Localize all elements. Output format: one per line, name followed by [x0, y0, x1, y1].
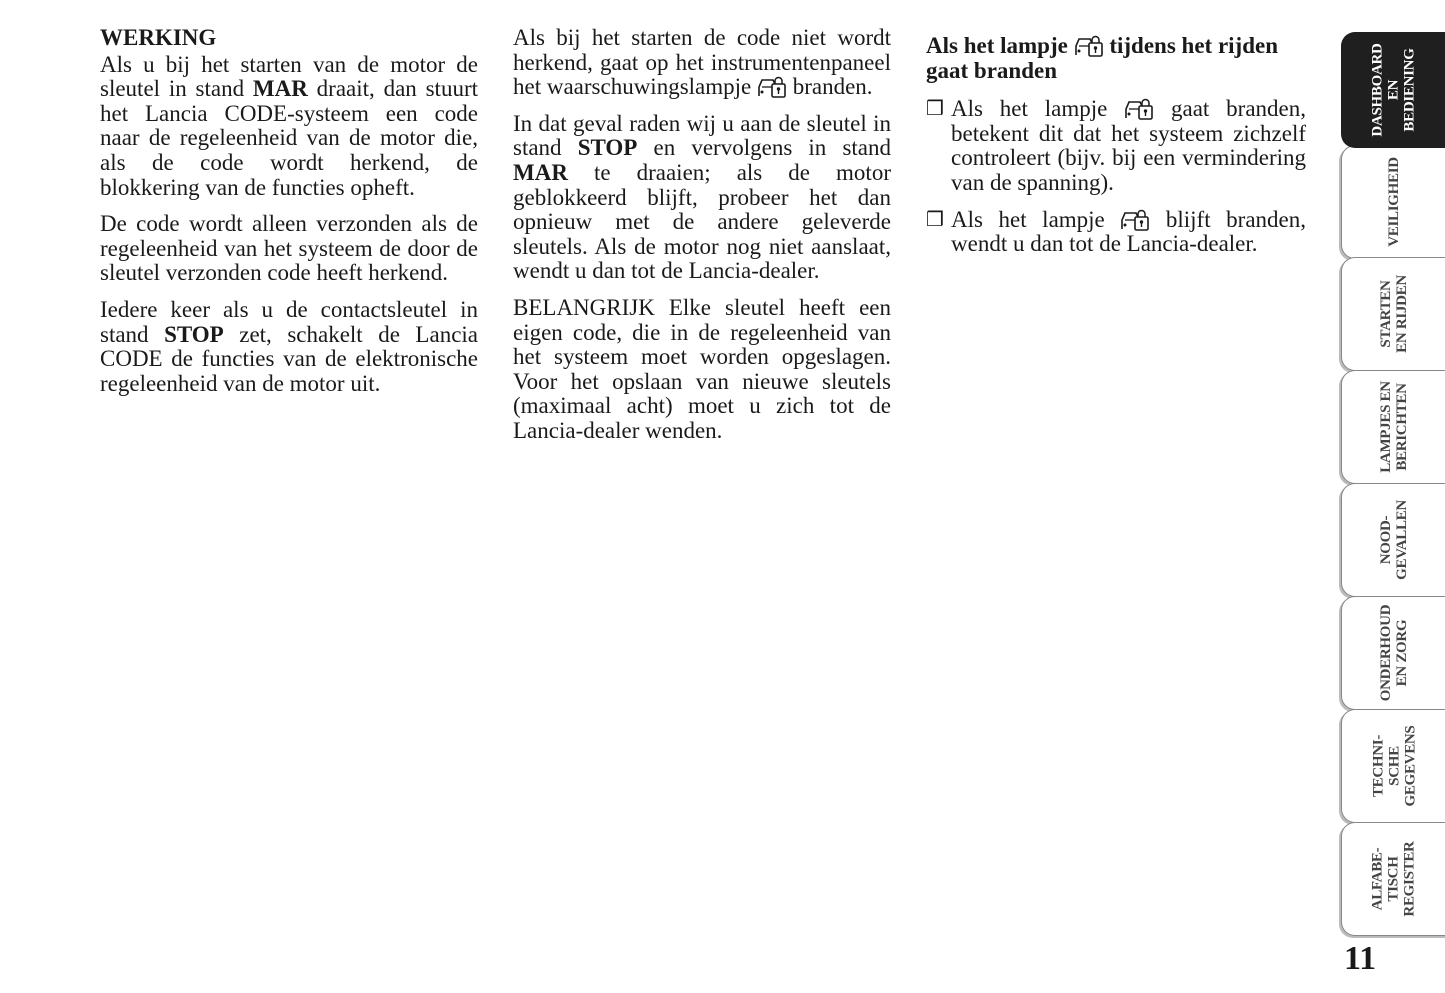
column-1 — [100, 26, 478, 408]
tab-onderhoud-en-zorg[interactable]: ONDERHOUD EN ZORG — [1341, 596, 1445, 710]
page-number: 11 — [1344, 940, 1377, 977]
paragraph: In dat geval raden wij u aan de sleutel in stand STOP en vervolgens in stand MAR te draaien; als de motor geblokkeerd blijft, probeer het dan opnieuw met de andere geleverde sleutels. Als de motor nog niet aanslaat, wendt u dan tot de Lancia-dealer. — [513, 110, 891, 284]
column-2 — [513, 26, 891, 456]
tab-lampjes-en-berichten[interactable]: LAMPJES EN BERICHTEN — [1341, 370, 1445, 484]
list-item: ❒ Als het lampje blijft branden, wendt u dan tot de Lancia-dealer. — [926, 206, 1306, 257]
paragraph: Als bij het starten de code niet wordt herkend, gaat op het instrumentenpaneel het waarschuwingslampje branden. — [513, 25, 891, 100]
column-3 — [926, 26, 1306, 269]
bullet-box-icon: ❒ — [926, 98, 944, 121]
lancia-code-key-lamp-icon — [1120, 209, 1150, 231]
tab-noodgevallen[interactable]: NOOD- GEVALLEN — [1341, 483, 1445, 597]
tab-starten-en-rijden[interactable]: STARTEN EN RIJDEN — [1341, 257, 1445, 371]
subsection-heading: Als het lampje tijdens het rijden gaat branden — [926, 33, 1278, 83]
paragraph: De code wordt alleen verzonden als de regeleenheid van het systeem de door de sleutel verzonden code heeft herkend. — [100, 211, 478, 286]
lancia-code-key-lamp-icon — [1074, 35, 1104, 57]
list-item: ❒ Als het lampje gaat branden, betekent dit dat het systeem zichzelf controleert (bijv. bij een vermindering van de spanning). — [926, 96, 1306, 195]
lancia-code-key-lamp-icon — [757, 76, 787, 98]
bullet-box-icon: ❒ — [926, 208, 944, 231]
tab-veiligheid[interactable]: VEILIGHEID — [1341, 145, 1445, 259]
lancia-code-key-lamp-icon — [1124, 98, 1154, 120]
tab-alfabetisch-register[interactable]: ALFABE- TISCH REGISTER — [1341, 822, 1445, 936]
section-heading: WERKING — [100, 25, 217, 50]
paragraph: Iedere keer als u de contactsleutel in stand STOP zet, schakelt de Lancia CODE de functies van de elektronische regeleenheid van de motor uit. — [100, 296, 478, 396]
tab-dashboard-en-bediening[interactable]: DASHBOARD EN BEDIENING — [1341, 32, 1445, 148]
paragraph: BELANGRIJK Elke sleutel heeft een eigen code, die in de regeleenheid van het systeem moet worden opgeslagen. Voor het opslaan van nieuwe sleutels (maximaal acht) moet u zich tot de Lancia-dealer wenden. — [513, 294, 891, 443]
paragraph: Als u bij het starten van de motor de sleutel in stand MAR draait, dan stuurt het Lancia CODE-systeem een code naar de regeleenheid van de motor die, als de code wordt herkend, de blokkering van de functies opheft. — [100, 51, 478, 200]
tab-technische-gegevens[interactable]: TECHNI- SCHE GEGEVENS — [1341, 709, 1445, 823]
